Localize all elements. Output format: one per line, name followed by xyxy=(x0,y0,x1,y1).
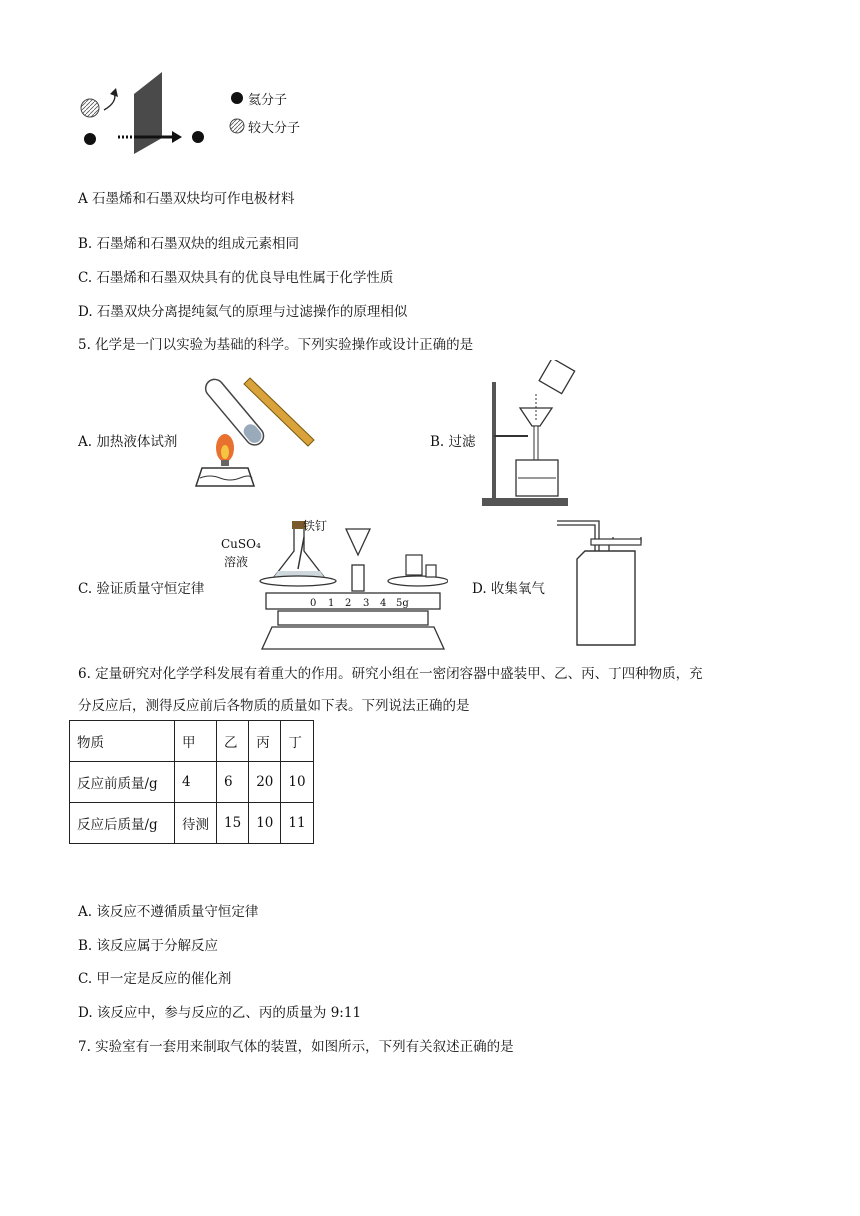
table-cell: 4 xyxy=(175,762,217,803)
table-header-cell: 丁 xyxy=(281,721,313,762)
table-header-row xyxy=(70,721,314,762)
scale-1: 1 xyxy=(328,598,335,609)
bottle-stopper xyxy=(591,539,641,545)
pointer-dial xyxy=(346,529,370,555)
table-row xyxy=(70,762,314,803)
table-cell: 反应前质量/g xyxy=(70,762,175,803)
q5-option-b: B. 过滤 xyxy=(430,434,476,450)
legend-helium-dot xyxy=(231,92,243,104)
helium-molecule-left xyxy=(84,133,96,145)
q4-option-a: A 石墨烯和石墨双炔均可作电极材料 xyxy=(78,191,295,207)
table-header-cell: 乙 xyxy=(217,721,249,762)
solution-label: 溶液 xyxy=(224,555,249,569)
scale-3: 3 xyxy=(363,598,370,609)
iron-nail-label: 铁钉 xyxy=(303,519,328,533)
heating-liquid-figure xyxy=(190,368,320,490)
scale-0: 0 xyxy=(310,598,317,609)
q6-stem-line1: 6. 定量研究对化学学科发展有着重大的作用。研究小组在一密闭容器中盛装甲、乙、丙、丁四种物质，充 xyxy=(78,666,703,682)
cuso4-label: CuSO₄ xyxy=(221,537,261,551)
larger-molecule xyxy=(81,99,99,117)
legend-large-label: 较大分子 xyxy=(248,121,301,136)
filtration-figure xyxy=(480,360,580,515)
q6-option-c: C. 甲一定是反应的催化剂 xyxy=(78,971,232,987)
table-cell: 11 xyxy=(281,803,313,844)
weight-large xyxy=(406,555,422,575)
balance-figure xyxy=(258,515,448,655)
table-cell: 待测 xyxy=(175,803,217,844)
legend-helium-label: 氦分子 xyxy=(248,93,288,108)
balance-beam xyxy=(266,593,440,609)
q5-option-d: D. 收集氧气 xyxy=(472,581,545,597)
mass-table xyxy=(69,720,314,844)
pouring-beaker xyxy=(539,360,575,394)
q4-option-d: D. 石墨双炔分离提纯氦气的原理与过滤操作的原理相似 xyxy=(78,304,408,320)
membrane-sheet xyxy=(134,72,162,154)
gas-collection-figure xyxy=(555,515,655,650)
balance-base xyxy=(262,627,444,649)
q4-option-c: C. 石墨烯和石墨双炔具有的优良导电性属于化学性质 xyxy=(78,270,394,286)
q5-stem: 5. 化学是一门以实验为基础的科学。下列实验操作或设计正确的是 xyxy=(78,337,474,353)
scale-2: 2 xyxy=(345,598,352,609)
helium-molecule-right xyxy=(192,131,204,143)
table-header-cell: 甲 xyxy=(175,721,217,762)
q6-stem-line2: 分反应后，测得反应前后各物质的质量如下表。下列说法正确的是 xyxy=(78,698,470,714)
q6-option-a: A. 该反应不遵循质量守恒定律 xyxy=(78,904,259,920)
table-cell: 6 xyxy=(217,762,249,803)
q6-option-b: B. 该反应属于分解反应 xyxy=(78,938,219,954)
weight-small xyxy=(426,565,436,577)
q4-option-b: B. 石墨烯和石墨双炔的组成元素相同 xyxy=(78,236,300,252)
table-cell: 10 xyxy=(281,762,313,803)
conical-flask xyxy=(274,527,324,577)
table-cell: 反应后质量/g xyxy=(70,803,175,844)
table-cell: 15 xyxy=(217,803,249,844)
q7-stem: 7. 实验室有一套用来制取气体的装置，如图所示，下列有关叙述正确的是 xyxy=(78,1039,514,1055)
table-cell: 10 xyxy=(249,803,281,844)
q5-option-a: A. 加热液体试剂 xyxy=(78,434,178,450)
scale-4: 4 xyxy=(380,598,387,609)
legend-large-dot xyxy=(230,119,244,133)
collection-bottle xyxy=(577,551,635,645)
membrane-separation-figure xyxy=(74,66,334,156)
table-header-cell: 丙 xyxy=(249,721,281,762)
table-header-cell: 物质 xyxy=(70,721,175,762)
q5-option-c: C. 验证质量守恒定律 xyxy=(78,581,205,597)
q6-option-d: D. 该反应中，参与反应的乙、丙的质量为 9:11 xyxy=(78,1005,362,1021)
table-cell: 20 xyxy=(249,762,281,803)
table-row xyxy=(70,803,314,844)
scale-5g: 5g xyxy=(396,598,409,609)
